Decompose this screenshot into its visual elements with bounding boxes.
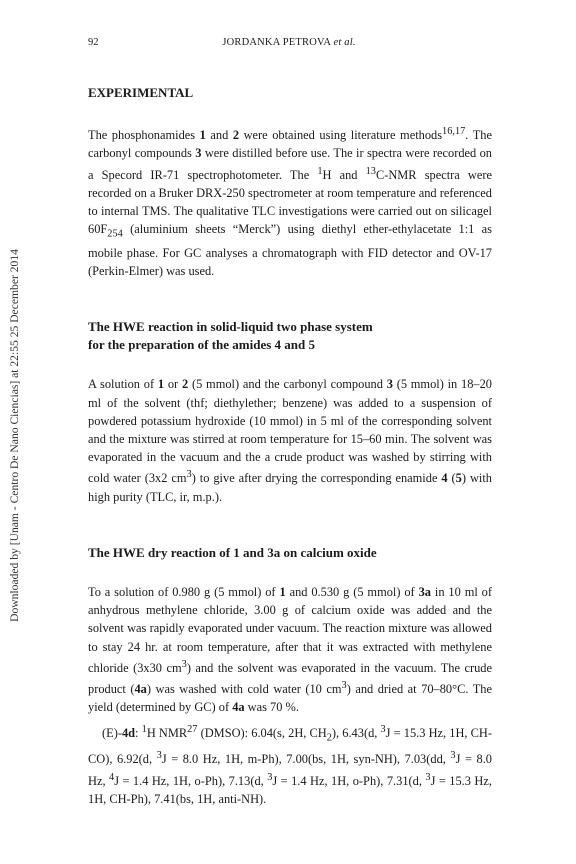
hwe-solid-paragraph: A solution of 1 or 2 (5 mmol) and the carbonyl compound 3 (5 mmol) in 18–20 ml of the solvent (thf; diethylether; benzene) was added to a suspension of powdered potassium hydroxide (10 mmol) in 5 ml of the corresponding solvent and the mixture was stirred at room temperature for 15–60 min. The solvent was evaporated in the vacuum and the a crude product was washed by stirring with cold water (3x2 $cm^3$) to give after drying the corresponding enamide 4 (5) with high purity (TLC, ir, m.p.).	[88, 377, 493, 504]
nmr-data-paragraph: (E)-4d: $^1$H NMR$^{27}$ (DMSO): 6.04(s, 2H, $CH_2$), 6.43(d, $^3$J = 15.3 Hz, 1H, CH-CO), 6.92(d, $^3$J = 8.0 Hz, 1H, m-Ph), 7.00(bs, 1H, syn-NH), 7.03(dd, $^3$J = 8.0 Hz, $^4$J = 1.4 Hz, 1H, o-Ph), 7.13(d, $^3$J = 1.4 Hz, 1H, o-Ph), 7.31(d, $^3$J = 15.3 Hz, 1H, CH-Ph), 7.41(bs, 1H, anti-NH).	[88, 723, 492, 807]
hwe-solid-heading-line2: for the preparation of the amides 4 and 5	[88, 337, 316, 353]
download-watermark	[4, 230, 24, 640]
page-number: 92	[88, 37, 99, 48]
running-title-etal: et al.	[333, 37, 356, 48]
hwe-solid-heading	[88, 318, 492, 354]
experimental-paragraph: The phosphonamides 1 and 2 were obtained using literature methods$^{16,17}$. The carbonyl compounds 3 were distilled before use. The ir spectra were recorded on a Specord IR-71 spectrophotometer. The $^1$H and $^{13}$C-NMR spectra were recorded on a Bruker DRX-250 spectrometer at room temperature and referenced to internal TMS. The qualitative TLC investigations were carried out on silicagel $60F_{254}$ (aluminium sheets “Merck”) using diethyl ether-ethylacetate 1:1 as mobile phase. For GC analyses a chromatograph with FID detector and OV-17 (Perkin-Elmer) was used.	[88, 126, 492, 279]
hwe-dry-paragraph: To a solution of 0.980 g (5 mmol) of 1 and 0.530 g (5 mmol) of 3a in 10 ml of anhydrous methylene chloride, 3.00 g of calcium oxide was added and the solvent was rapidly evaporated under vacuum. The reaction mixture was allowed to stay 24 hr. at room temperature, after that it was extracted with methylene chloride (3x30 $cm^3$) and the solvent was evaporated in the vacuum. The crude product (4a) was washed with cold water (10 $cm^3$) and dried at 70–80°C. The yield (determined by GC) of 4a was 70 %.	[88, 584, 492, 715]
experimental-heading: EXPERIMENTAL	[88, 85, 194, 100]
page-body	[88, 84, 492, 808]
download-watermark-text: Downloaded by [Unam - Centro De Nano Ciencias] at 22:55 25 December 2014	[7, 248, 21, 622]
running-title-author: JORDANKA PETROVA	[222, 37, 331, 48]
running-header	[88, 37, 490, 53]
hwe-dry-heading: The HWE dry reaction of 1 and 3a on calcium oxide	[88, 544, 377, 560]
hwe-solid-heading-line1: The HWE reaction in solid-liquid two phase system	[88, 319, 373, 335]
citation-ref: 16,17	[442, 126, 466, 137]
running-title	[88, 37, 490, 48]
